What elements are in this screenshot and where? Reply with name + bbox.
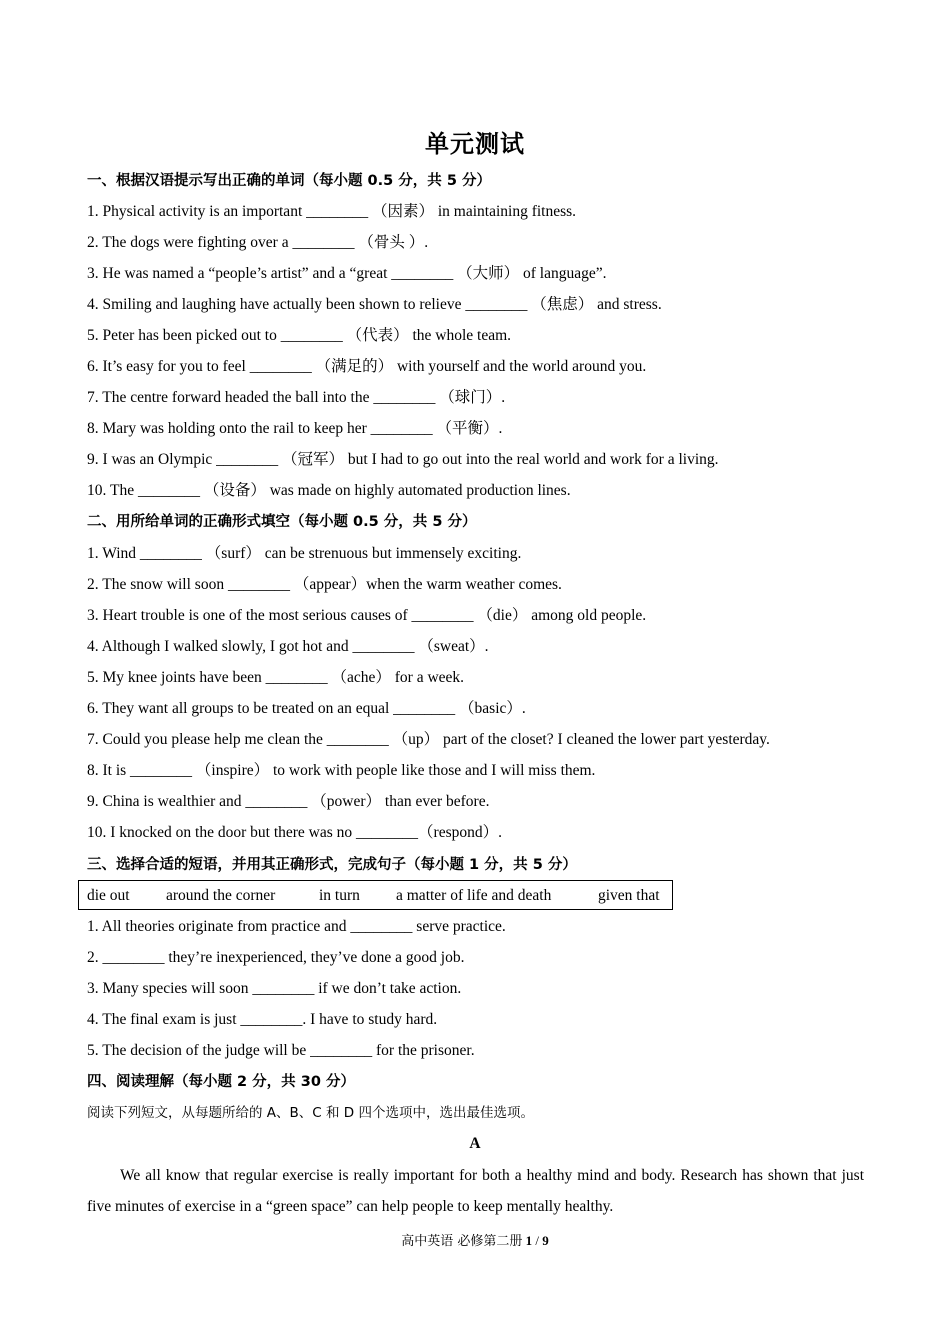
question-item: 8. Mary was holding onto the rail to keep her ________ （平衡）. — [87, 420, 503, 437]
question-item: 3. He was named a “people’s artist” and a “great ________ （大师） of language”. — [87, 265, 607, 282]
section-4-heading: 四、阅读理解（每小题 2 分，共 30 分） — [87, 1074, 355, 1090]
question-item: 2. ________ they’re inexperienced, they’ve done a good job. — [87, 949, 465, 966]
phrase-option: around the corner — [166, 887, 276, 904]
phrase-option: in turn — [319, 887, 360, 904]
question-item: 6. It’s easy for you to feel ________ （满足的） with yourself and the world around you. — [87, 358, 647, 375]
question-item: 7. Could you please help me clean the ________ （up） part of the closet? I cleaned the lower part yesterday. — [87, 731, 770, 748]
question-item: 10. I knocked on the door but there was no ________（respond）. — [87, 824, 502, 841]
section-3-heading: 三、选择合适的短语，并用其正确形式，完成句子（每小题 1 分，共 5 分） — [87, 857, 577, 873]
question-item: 9. I was an Olympic ________ （冠军） but I had to go out into the real world and work for a living. — [87, 451, 719, 468]
question-item: 5. The decision of the judge will be ________ for the prisoner. — [87, 1042, 475, 1059]
question-item: 5. Peter has been picked out to ________ （代表） the whole team. — [87, 327, 512, 344]
question-item: 2. The dogs were fighting over a ________ （骨头 ）. — [87, 234, 429, 251]
question-item: 2. The snow will soon ________ （appear）when the warm weather comes. — [87, 576, 562, 593]
page-footer — [0, 1230, 950, 1249]
footer-separator: / — [535, 1233, 539, 1248]
footer-page-total: 9 — [542, 1233, 549, 1248]
question-item: 10. The ________ （设备） was made on highly automated production lines. — [87, 482, 571, 499]
question-item: 1. Physical activity is an important ________ （因素） in maintaining fitness. — [87, 203, 577, 220]
footer-subject: 高中英语 必修第二册 — [401, 1234, 523, 1249]
question-item: 7. The centre forward headed the ball into the ________ （球门）. — [87, 389, 506, 406]
question-item: 8. It is ________ （inspire） to work with people like those and I will miss them. — [87, 762, 596, 779]
question-item: 9. China is wealthier and ________ （power） than ever before. — [87, 793, 490, 810]
question-item: 5. My knee joints have been ________ （ache） for a week. — [87, 669, 465, 686]
footer-page-number: 1 — [525, 1233, 533, 1248]
question-item: 4. Smiling and laughing have actually been shown to relieve ________ （焦虑） and stress. — [87, 296, 662, 313]
question-item: 4. Although I walked slowly, I got hot and ________ （sweat）. — [87, 638, 489, 655]
passage-label: A — [469, 1135, 481, 1152]
section-2-heading: 二、用所给单词的正确形式填空（每小题 0.5 分，共 5 分） — [87, 514, 477, 530]
section-1-heading: 一、根据汉语提示写出正确的单词（每小题 0.5 分，共 5 分） — [87, 173, 491, 189]
phrase-option: die out — [87, 887, 130, 904]
page-title: 单元测试 — [425, 130, 525, 158]
phrase-option: a matter of life and death — [396, 887, 552, 904]
phrase-bank-box — [78, 880, 673, 910]
section-instruction: 阅读下列短文，从每题所给的 A、B、C 和 D 四个选项中，选出最佳选项。 — [87, 1105, 534, 1121]
question-item: 1. All theories originate from practice and ________ serve practice. — [87, 918, 506, 935]
question-item: 6. They want all groups to be treated on an equal ________ （basic）. — [87, 700, 526, 717]
question-item: 3. Many species will soon ________ if we don’t take action. — [87, 980, 462, 997]
question-item: 1. Wind ________ （surf） can be strenuous but immensely exciting. — [87, 545, 522, 562]
question-item: 3. Heart trouble is one of the most serious causes of ________ （die） among old people. — [87, 607, 647, 624]
phrase-option: given that — [598, 887, 660, 904]
question-item: 4. The final exam is just ________. I have to study hard. — [87, 1011, 438, 1028]
passage-paragraph: We all know that regular exercise is really important for both a healthy mind and body. Research has shown that just five minutes of exercise in a “green space” can help people to keep mentally healthy. — [87, 1167, 864, 1215]
